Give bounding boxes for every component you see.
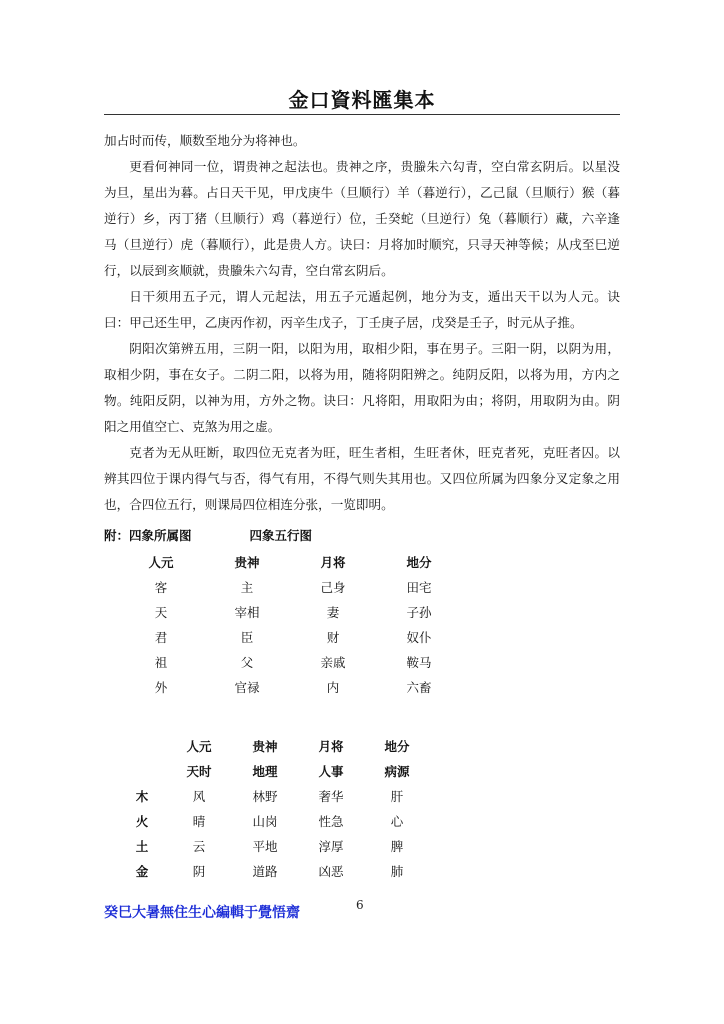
table-row	[118, 858, 430, 883]
table-cell: 奴仆	[406, 629, 432, 645]
table-row	[118, 574, 462, 599]
table-header-cell: 地理	[252, 763, 278, 779]
table-header-row	[118, 549, 462, 574]
header-rule	[104, 114, 620, 115]
table-header-cell: 月将	[318, 738, 344, 754]
table-header-row	[118, 733, 430, 758]
table-cell: 鞍马	[406, 654, 432, 670]
table-row	[118, 599, 462, 624]
four-symbols-table	[118, 549, 462, 699]
element-label: 土	[135, 838, 149, 854]
table-cell: 奢华	[318, 788, 344, 804]
table-cell: 臣	[240, 629, 254, 645]
table-cell: 六畜	[406, 679, 432, 695]
table-cell: 晴	[192, 813, 206, 829]
table-cell: 风	[192, 788, 206, 804]
table-cell: 妻	[326, 604, 340, 620]
table-header-cell: 地分	[406, 554, 432, 570]
table-cell: 财	[326, 629, 340, 645]
table-header-cell: 人元	[186, 738, 212, 754]
table-cell: 子孙	[406, 604, 432, 620]
table-cell: 云	[192, 838, 206, 854]
table-header-cell	[118, 758, 166, 783]
paragraph: 更看何神同一位，谓贵神之起法也。贵神之序，贵螣朱六勾青，空白常玄阴后。以星没为旦，星出为暮。占日天干见，甲戊庚牛（旦顺行）羊（暮逆行），乙己鼠（旦顺行）猴（暮逆行）乡，丙丁猪（旦顺行）鸡（暮逆行）位，壬癸蛇（旦逆行）兔（暮顺行）藏，六辛逢马（旦逆行）虎（暮顺行），此是贵人方。诀曰：月将加时顺究，只寻天神等候；从戌至巳逆行，以辰到亥顺就，贵螣朱六勾青，空白常玄阴后。	[104, 159, 620, 278]
paragraph: 克者为无从旺断，取四位无克者为旺，旺生者相，生旺者休，旺克者死，克旺者囚。以辨其四位于课内得气与否，得气有用，不得气则失其用也。又四位所属为四象分叉定象之用也，合四位五行，则课局四位相连分张，一览即明。	[104, 445, 620, 512]
element-label: 火	[135, 813, 149, 829]
table-cell: 林野	[252, 788, 278, 804]
paragraph: 阴阳次第辨五用，三阴一阳，以阳为用，取相少阳，事在男子。三阳一阴，以阴为用，取相少阴，事在女子。二阴二阳，以将为用，随将阴阳辨之。纯阴反阳，以将为用，方内之物。纯阳反阴，以神为用，方外之物。诀曰：凡将阳，用取阳为由；将阴，用取阴为由。阴阳之用值空亡、克煞为用之虚。	[104, 341, 620, 434]
page-number: 6	[356, 898, 364, 912]
table-row	[118, 808, 430, 833]
table-header-cell: 人元	[148, 554, 174, 570]
table-cell: 肺	[390, 863, 404, 879]
table-cell: 道路	[252, 863, 278, 879]
table-cell: 内	[326, 679, 340, 695]
paragraph: 日干须用五子元，谓人元起法，用五子元遁起例，地分为支，遁出天干以为人元。诀曰：甲己还生甲，乙庚丙作初，丙辛生戊子，丁壬庚子居，戊癸是壬子，时元从子推。	[104, 289, 620, 330]
table-row	[118, 624, 462, 649]
table-header-cell: 病源	[384, 763, 410, 779]
table-cell: 性急	[318, 813, 344, 829]
table-header-cell: 月将	[320, 554, 346, 570]
table-header-row	[118, 758, 430, 783]
table-cell: 淳厚	[318, 838, 344, 854]
table-header-cell: 人事	[318, 763, 344, 779]
page-title: 金口資料匯集本	[288, 88, 436, 112]
body-text	[104, 128, 620, 518]
appendix-label-2: 四象五行图	[249, 528, 313, 543]
table-cell: 凶恶	[318, 863, 344, 879]
element-label: 木	[135, 788, 149, 804]
table-cell: 君	[154, 629, 168, 645]
table-cell: 阴	[192, 863, 206, 879]
table-cell: 祖	[154, 654, 168, 670]
table-cell: 平地	[252, 838, 278, 854]
table-cell: 官禄	[234, 679, 260, 695]
table-cell: 主	[240, 579, 254, 595]
table-header-cell: 地分	[384, 738, 410, 754]
table-row	[118, 674, 462, 699]
table-cell: 天	[154, 604, 168, 620]
paragraph: 加占时而传，顺数至地分为将神也。	[104, 133, 306, 148]
table-cell: 山岗	[252, 813, 278, 829]
table-header-cell	[118, 733, 166, 758]
four-symbols-five-elements-table	[118, 733, 430, 883]
element-label: 金	[135, 863, 149, 879]
table-cell: 脾	[390, 838, 404, 854]
table-cell: 田宅	[406, 579, 432, 595]
table-cell: 宰相	[234, 604, 260, 620]
table-row	[118, 649, 462, 674]
table-header-cell: 天时	[186, 763, 212, 779]
footer-editor-note: 癸巳大暑無住生心編輯于覺悟齋	[104, 905, 300, 921]
table-cell: 亲戚	[320, 654, 346, 670]
table-cell: 己身	[320, 579, 346, 595]
table-cell: 父	[240, 654, 254, 670]
appendix-label-1: 附：四象所属图	[104, 528, 192, 543]
table-header-cell: 贵神	[234, 554, 260, 570]
appendix-heading	[104, 526, 312, 544]
table-header-cell: 贵神	[252, 738, 278, 754]
table-cell: 心	[390, 813, 404, 829]
table-row	[118, 833, 430, 858]
table-cell: 客	[154, 579, 168, 595]
table-row	[118, 783, 430, 808]
table-cell: 外	[154, 679, 168, 695]
table-cell: 肝	[390, 788, 404, 804]
